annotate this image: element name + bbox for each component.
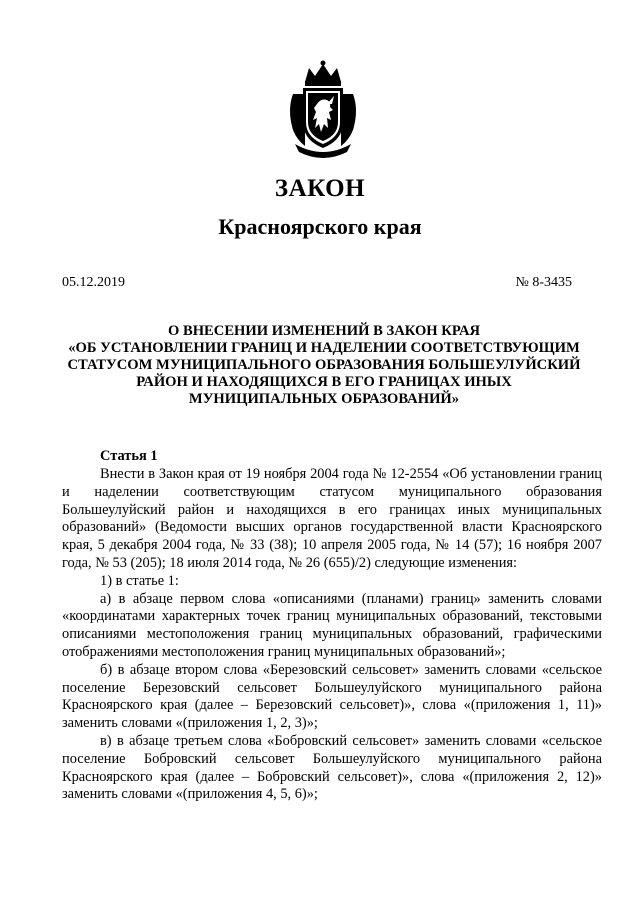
article-paragraph: а) в абзаце первом слова «описаниями (планами) границ» заменить словами «координатами характерных точек границ муниципальных образований, текстовыми описаниями местоположения границ муниципальных образований, графическими отображениями местоположения границ муниципальных образований»; [62,590,602,660]
article-paragraph: б) в абзаце втором слова «Березовский сельсовет» заменить словами «сельское поселение Березовский сельсовет Большеулуйского муниципального района Красноярского края (далее – Березовский сельсовет)», слова «(приложения 1, 11)» заменить словами «(приложения 1, 2, 3)»; [62,661,602,732]
law-heading [58,323,590,408]
document-subtitle: Красноярского края [218,214,422,239]
article-paragraph: 1) в статье 1: [100,572,179,589]
document-title: ЗАКОН [274,175,366,202]
coat-of-arms-icon [287,60,359,158]
article-paragraph: в) в абзаце третьем слова «Бобровский сельсовет» заменить словами «сельское поселение Бобровский сельсовет Большеулуйского муниципального района Красноярского края (далее – Бобровский сельсовет)», слова «(приложения 2, 12)» заменить словами «(приложения 4, 5, 6)»; [62,732,602,803]
article-body [62,466,602,804]
document-number: № 8-3435 [515,275,572,290]
document-date: 05.12.2019 [62,275,125,290]
article-paragraph: Внести в Закон края от 19 ноября 2004 года № 12-2554 «Об установлении границ и наделении соответствующим статусом муниципального образования Большеулуйский район и находящихся в его границах иных муниципальных образований» (Ведомости высших органов государственной власти Красноярского края, 5 декабря 2004 года, № 33 (38); 10 апреля 2005 года, № 14 (57); 16 ноября 2007 года, № 53 (205); 18 июля 2014 года, № 26 (655)/2) следующие изменения: [62,466,602,571]
heading-line: РАЙОН И НАХОДЯЩИХСЯ В ЕГО ГРАНИЦАХ ИНЫХ [136,374,512,390]
article-title: Статья 1 [100,448,158,464]
heading-line: МУНИЦИПАЛЬНЫХ ОБРАЗОВАНИЙ» [188,391,460,407]
heading-line: СТАТУСОМ МУНИЦИПАЛЬНОГО ОБРАЗОВАНИЯ БОЛЬШЕУЛУЙСКИЙ [67,357,581,373]
heading-line: О ВНЕСЕНИИ ИЗМЕНЕНИЙ В ЗАКОН КРАЯ [167,323,481,339]
heading-line: «ОБ УСТАНОВЛЕНИИ ГРАНИЦ И НАДЕЛЕНИИ СООТВЕТСТВУЮЩИМ [68,340,580,356]
